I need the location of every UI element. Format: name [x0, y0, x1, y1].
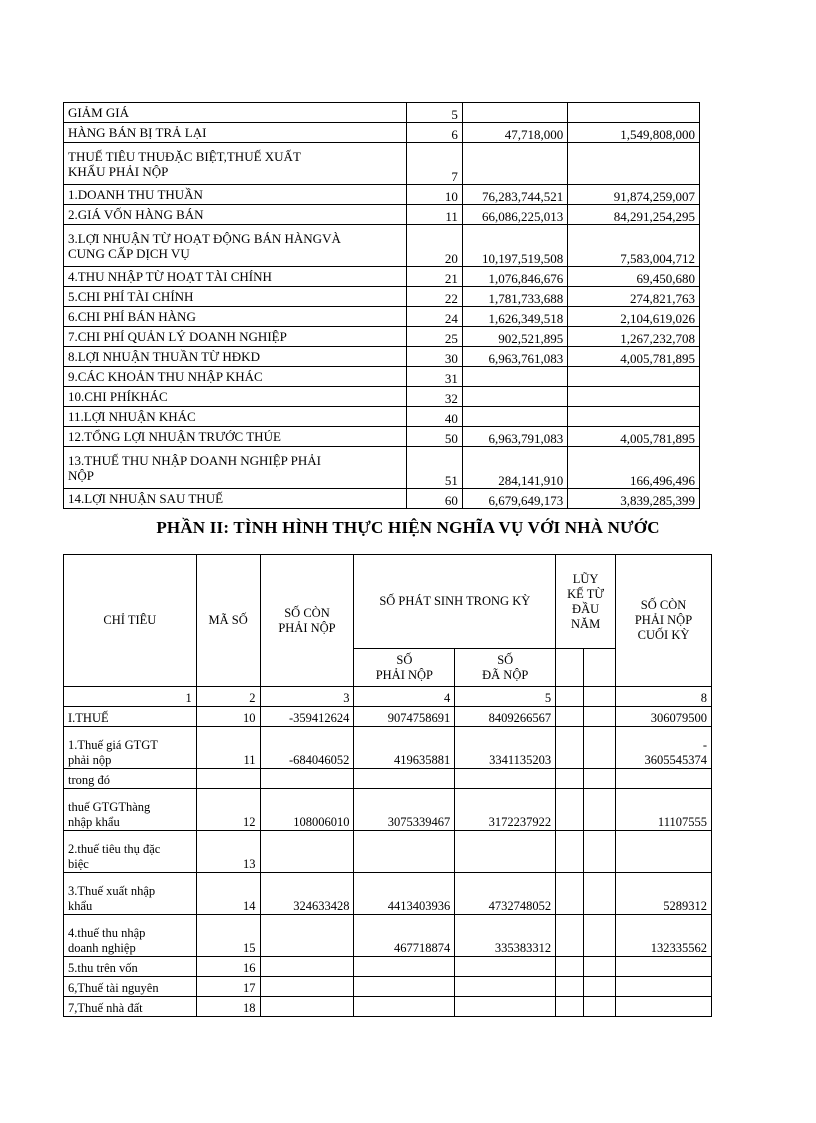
row-label: 1.DOANH THU THUẦN [64, 185, 407, 205]
row-col-3 [260, 957, 354, 977]
column-number: 3 [260, 687, 354, 707]
header-row-1 [64, 555, 712, 649]
row-value-1: 1,076,846,676 [462, 267, 567, 287]
row-label: 8.LỢI NHUẬN THUẦN TỪ HĐKD [64, 347, 407, 367]
row-col-7 [584, 727, 616, 769]
tax-obligations-body [64, 555, 712, 1017]
row-value-1: 1,781,733,688 [462, 287, 567, 307]
column-number: 8 [616, 687, 712, 707]
row-value-1: 6,963,791,083 [462, 427, 567, 447]
row-col-5 [455, 977, 556, 997]
section-2-title: PHẦN II: TÌNH HÌNH THỰC HIỆN NGHĨA VỤ VỚI NHÀ NƯỚC [156, 518, 660, 537]
row-col-3: -359412624 [260, 707, 354, 727]
row-code: 60 [406, 489, 462, 509]
row-code: 6 [406, 123, 462, 143]
column-number [556, 687, 584, 707]
row-col-6 [556, 831, 584, 873]
row-value-1 [462, 367, 567, 387]
row-code: 10 [406, 185, 462, 205]
row-col-5: 4732748052 [455, 873, 556, 915]
row-value-1: 6,679,649,173 [462, 489, 567, 509]
row-col-8: 306079500 [616, 707, 712, 727]
row-col-3: 324633428 [260, 873, 354, 915]
header-so-da-nop: SỐ ĐÃ NỘP [455, 649, 556, 687]
row-value-2: 2,104,619,026 [568, 307, 700, 327]
table-row [64, 447, 700, 489]
row-value-1: 6,963,761,083 [462, 347, 567, 367]
column-number: 4 [354, 687, 455, 707]
table-row [64, 997, 712, 1017]
row-code: 5 [406, 103, 462, 123]
row-code: 11 [196, 727, 260, 769]
table-row [64, 307, 700, 327]
row-code: 18 [196, 997, 260, 1017]
table-row [64, 977, 712, 997]
row-code: 12 [196, 789, 260, 831]
table-row [64, 103, 700, 123]
row-col-6 [556, 727, 584, 769]
row-code: 14 [196, 873, 260, 915]
header-so-phai-nop: SỐ PHẢI NỘP [354, 649, 455, 687]
row-col-7 [584, 769, 616, 789]
row-value-1: 10,197,519,508 [462, 225, 567, 267]
row-col-8 [616, 977, 712, 997]
row-col-7 [584, 977, 616, 997]
row-label: 1.Thuế giá GTGT phải nộp [64, 727, 197, 769]
row-label: I.THUẾ [64, 707, 197, 727]
row-value-2: 69,450,680 [568, 267, 700, 287]
row-code: 51 [406, 447, 462, 489]
column-number: 1 [64, 687, 197, 707]
row-col-4 [354, 997, 455, 1017]
row-label: 4.THU NHẬP TỪ HOẠT TÀI CHÍNH [64, 267, 407, 287]
row-label: 7,Thuế nhà đất [64, 997, 197, 1017]
table-row [64, 185, 700, 205]
row-col-7 [584, 915, 616, 957]
table-row [64, 489, 700, 509]
row-value-2 [568, 387, 700, 407]
row-col-4 [354, 831, 455, 873]
table-row [64, 327, 700, 347]
row-label: 10.CHI PHÍKHÁC [64, 387, 407, 407]
row-col-7 [584, 831, 616, 873]
row-code: 30 [406, 347, 462, 367]
income-statement-body [64, 103, 700, 509]
row-col-5: 8409266567 [455, 707, 556, 727]
row-col-5 [455, 957, 556, 977]
header-chi-tieu: CHỈ TIÊU [64, 555, 197, 687]
row-code: 22 [406, 287, 462, 307]
row-code: 11 [406, 205, 462, 225]
row-value-2: 7,583,004,712 [568, 225, 700, 267]
header-so-phat-sinh: SỐ PHÁT SINH TRONG KỲ [354, 555, 556, 649]
row-col-8 [616, 957, 712, 977]
row-label: 5.CHI PHÍ TÀI CHÍNH [64, 287, 407, 307]
row-code: 24 [406, 307, 462, 327]
row-value-2: 84,291,254,295 [568, 205, 700, 225]
row-col-5 [455, 769, 556, 789]
row-code: 15 [196, 915, 260, 957]
row-label: 7.CHI PHÍ QUẢN LÝ DOANH NGHIỆP [64, 327, 407, 347]
row-label: 13.THUẾ THU NHẬP DOANH NGHIỆP PHẢI NỘP [64, 447, 407, 489]
table-row [64, 123, 700, 143]
row-col-6 [556, 769, 584, 789]
row-code: 13 [196, 831, 260, 873]
row-label: GIẢM GIÁ [64, 103, 407, 123]
row-value-1: 1,626,349,518 [462, 307, 567, 327]
row-value-2: 1,549,808,000 [568, 123, 700, 143]
header-luy-ke-sub-2 [584, 649, 616, 687]
row-value-2: 91,874,259,007 [568, 185, 700, 205]
row-label: 2.thuế tiêu thụ đặc biệc [64, 831, 197, 873]
table-row [64, 831, 712, 873]
row-label: 12.TỔNG LỢI NHUẬN TRƯỚC THÚE [64, 427, 407, 447]
row-col-6 [556, 957, 584, 977]
row-label: 3.Thuế xuất nhập khẩu [64, 873, 197, 915]
row-value-2 [568, 407, 700, 427]
row-label: thuế GTGThàng nhập khẩu [64, 789, 197, 831]
row-code: 25 [406, 327, 462, 347]
row-code: 32 [406, 387, 462, 407]
table-row [64, 769, 712, 789]
row-label: 4.thuế thu nhập doanh nghiệp [64, 915, 197, 957]
row-label: THUẾ TIÊU THUĐẶC BIỆT,THUẾ XUẤT KHẨU PHẢI NỘP [64, 143, 407, 185]
row-label: 6,Thuế tài nguyên [64, 977, 197, 997]
row-value-1 [462, 407, 567, 427]
row-col-4 [354, 769, 455, 789]
row-code: 10 [196, 707, 260, 727]
row-col-6 [556, 789, 584, 831]
row-value-1 [462, 387, 567, 407]
row-col-3 [260, 915, 354, 957]
row-label: 6.CHI PHÍ BÁN HÀNG [64, 307, 407, 327]
row-label: trong đó [64, 769, 197, 789]
table-row [64, 407, 700, 427]
table-row [64, 143, 700, 185]
row-label: HÀNG BÁN BỊ TRẢ LẠI [64, 123, 407, 143]
table-row [64, 347, 700, 367]
row-col-6 [556, 707, 584, 727]
row-col-7 [584, 789, 616, 831]
row-col-4: 9074758691 [354, 707, 455, 727]
row-value-2 [568, 103, 700, 123]
row-col-4: 467718874 [354, 915, 455, 957]
row-value-1: 66,086,225,013 [462, 205, 567, 225]
table-row [64, 367, 700, 387]
row-code: 16 [196, 957, 260, 977]
row-value-2 [568, 143, 700, 185]
row-col-6 [556, 977, 584, 997]
row-col-8: 5289312 [616, 873, 712, 915]
table-row [64, 707, 712, 727]
row-label: 3.LỢI NHUẬN TỪ HOẠT ĐỘNG BÁN HÀNGVÀ CUNG CẤP DỊCH VỤ [64, 225, 407, 267]
header-so-con-phai-nop: SỐ CÒN PHẢI NỘP [260, 555, 354, 687]
income-statement-table [63, 102, 700, 509]
row-code: 50 [406, 427, 462, 447]
table-row [64, 873, 712, 915]
row-code: 17 [196, 977, 260, 997]
header-luy-ke-sub-1 [556, 649, 584, 687]
row-col-5: 3341135203 [455, 727, 556, 769]
row-value-2: 1,267,232,708 [568, 327, 700, 347]
row-value-1: 47,718,000 [462, 123, 567, 143]
table-row [64, 727, 712, 769]
row-label: 9.CÁC KHOẢN THU NHẬP KHÁC [64, 367, 407, 387]
row-col-8: 11107555 [616, 789, 712, 831]
table-row [64, 205, 700, 225]
row-col-8: 132335562 [616, 915, 712, 957]
row-col-5: 335383312 [455, 915, 556, 957]
table-row [64, 225, 700, 267]
table-row [64, 387, 700, 407]
row-col-6 [556, 997, 584, 1017]
row-col-3 [260, 769, 354, 789]
table-row [64, 287, 700, 307]
row-col-4: 3075339467 [354, 789, 455, 831]
row-col-4: 4413403936 [354, 873, 455, 915]
row-col-8: - 3605545374 [616, 727, 712, 769]
row-value-2: 4,005,781,895 [568, 347, 700, 367]
column-number [584, 687, 616, 707]
row-code: 40 [406, 407, 462, 427]
row-col-3: -684046052 [260, 727, 354, 769]
row-value-1 [462, 143, 567, 185]
row-col-5 [455, 831, 556, 873]
header-ma-so: MÃ SỐ [196, 555, 260, 687]
table-row [64, 789, 712, 831]
row-col-3 [260, 977, 354, 997]
row-label: 14.LỢI NHUẬN SAU THUẾ [64, 489, 407, 509]
row-col-5 [455, 997, 556, 1017]
row-code: 31 [406, 367, 462, 387]
table-row [64, 427, 700, 447]
row-code [196, 769, 260, 789]
column-number-row [64, 687, 712, 707]
row-value-2: 4,005,781,895 [568, 427, 700, 447]
row-col-7 [584, 957, 616, 977]
row-value-2: 166,496,496 [568, 447, 700, 489]
row-col-5: 3172237922 [455, 789, 556, 831]
header-luy-ke: LŨY KẾ TỪ ĐẦU NĂM [556, 555, 616, 649]
row-value-1: 902,521,895 [462, 327, 567, 347]
row-col-3 [260, 831, 354, 873]
row-col-6 [556, 873, 584, 915]
row-col-7 [584, 873, 616, 915]
row-col-3 [260, 997, 354, 1017]
table-row [64, 957, 712, 977]
row-col-6 [556, 915, 584, 957]
row-value-1: 284,141,910 [462, 447, 567, 489]
row-col-4: 419635881 [354, 727, 455, 769]
row-col-7 [584, 707, 616, 727]
row-label: 11.LỢI NHUẬN KHÁC [64, 407, 407, 427]
row-value-1: 76,283,744,521 [462, 185, 567, 205]
row-label: 5.thu trên vốn [64, 957, 197, 977]
row-value-2: 3,839,285,399 [568, 489, 700, 509]
row-col-4 [354, 977, 455, 997]
row-col-8 [616, 997, 712, 1017]
column-number: 5 [455, 687, 556, 707]
row-label: 2.GIÁ VỐN HÀNG BÁN [64, 205, 407, 225]
header-so-con-cuoi-ky: SỐ CÒN PHẢI NỘP CUỐI KỲ [616, 555, 712, 687]
row-col-8 [616, 831, 712, 873]
table-row [64, 267, 700, 287]
tax-obligations-table [63, 554, 712, 1017]
row-col-4 [354, 957, 455, 977]
row-value-2: 274,821,763 [568, 287, 700, 307]
row-col-7 [584, 997, 616, 1017]
row-code: 7 [406, 143, 462, 185]
table-row [64, 915, 712, 957]
row-col-8 [616, 769, 712, 789]
column-number: 2 [196, 687, 260, 707]
row-value-2 [568, 367, 700, 387]
row-col-3: 108006010 [260, 789, 354, 831]
row-code: 20 [406, 225, 462, 267]
row-value-1 [462, 103, 567, 123]
row-code: 21 [406, 267, 462, 287]
